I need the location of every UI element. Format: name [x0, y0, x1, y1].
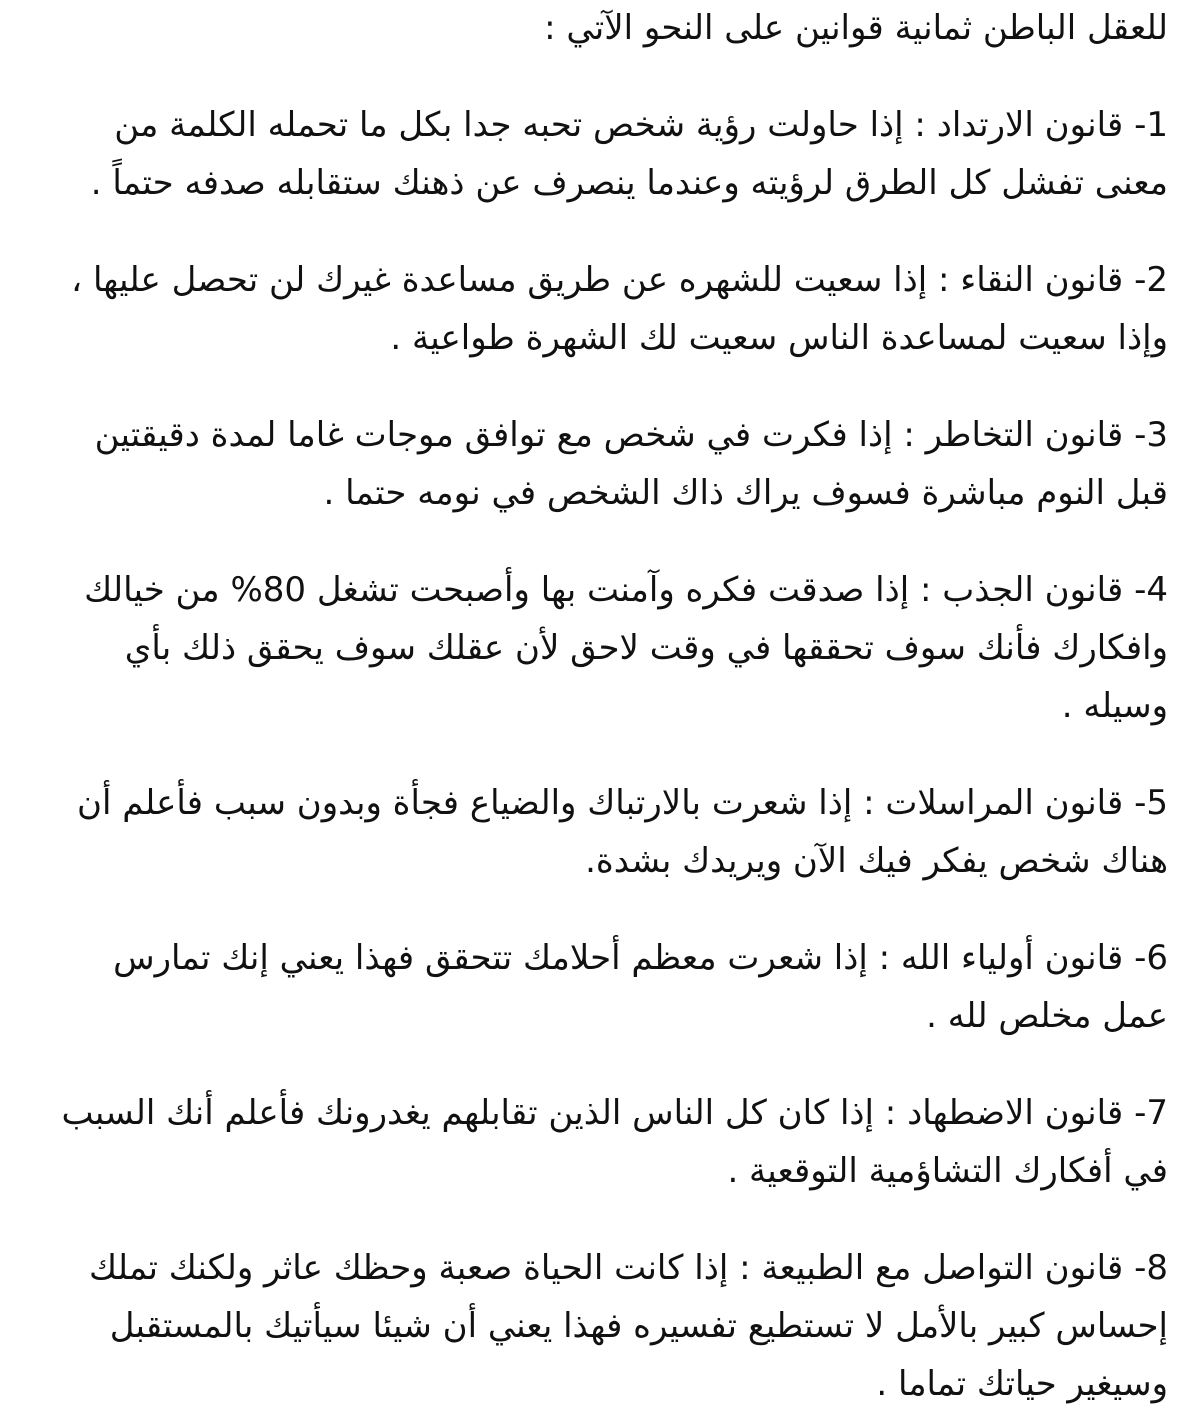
law-text: قانون التواصل مع الطبيعة : إذا كانت الحياة صعبة وحظك عاثر ولكنك تملك إحساس كبير بالأمل لا تستطيع تفسيره فهذا يعني أن شيئا سيأتيك بالمستقبل وسيغير حياتك تماما . — [88, 1248, 1168, 1404]
law-text: قانون النقاء : إذا سعيت للشهره عن طريق مساعدة غيرك لن تحصل عليها ، وإذا سعيت لمساعدة الناس سعيت لك الشهرة طواعية . — [71, 260, 1168, 358]
law-item-3 — [48, 406, 1168, 522]
law-text: قانون الجذب : إذا صدقت فكره وآمنت بها وأصبحت تشغل 80% من خيالك وافكارك فأنك سوف تحققها في وقت لاحق لأن عقلك سوف يحقق ذلك بأي وسيله . — [84, 570, 1168, 726]
law-item-5 — [48, 774, 1168, 890]
law-item-1 — [48, 96, 1168, 212]
law-text: قانون الاضطهاد : إذا كان كل الناس الذين تقابلهم يغدرونك فأعلم أنك السبب في أفكارك التشاؤمية التوقعية . — [61, 1093, 1168, 1191]
law-item-8 — [48, 1239, 1168, 1413]
law-item-2 — [48, 251, 1168, 367]
law-item-4 — [48, 561, 1168, 735]
law-number: 1- — [1134, 105, 1168, 145]
law-item-6 — [48, 929, 1168, 1045]
law-text: قانون أولياء الله : إذا شعرت معظم أحلامك تتحقق فهذا يعني إنك تمارس عمل مخلص لله . — [113, 938, 1168, 1036]
law-item-7 — [48, 1084, 1168, 1200]
law-text: قانون المراسلات : إذا شعرت بالارتباك والضياع فجأة وبدون سبب فأعلم أن هناك شخص يفكر فيك الآن ويريدك بشدة. — [77, 783, 1168, 881]
intro-heading: للعقل الباطن ثمانية قوانين على النحو الآتي : — [544, 8, 1168, 48]
law-text: قانون التخاطر : إذا فكرت في شخص مع توافق موجات غاما لمدة دقيقتين قبل النوم مباشرة فسوف يراك ذاك الشخص في نومه حتما . — [94, 415, 1168, 513]
law-text: قانون الارتداد : إذا حاولت رؤية شخص تحبه جدا بكل ما تحمله الكلمة من معنى تفشل كل الطرق لرؤيته وعندما ينصرف عن ذهنك ستقابله صدفه حتماً . — [90, 105, 1168, 203]
law-number: 3- — [1134, 415, 1168, 455]
law-number: 2- — [1134, 260, 1168, 300]
law-number: 8- — [1134, 1248, 1168, 1288]
law-number: 6- — [1134, 938, 1168, 978]
law-number: 5- — [1134, 783, 1168, 823]
law-number: 4- — [1134, 570, 1168, 610]
law-number: 7- — [1134, 1093, 1168, 1133]
